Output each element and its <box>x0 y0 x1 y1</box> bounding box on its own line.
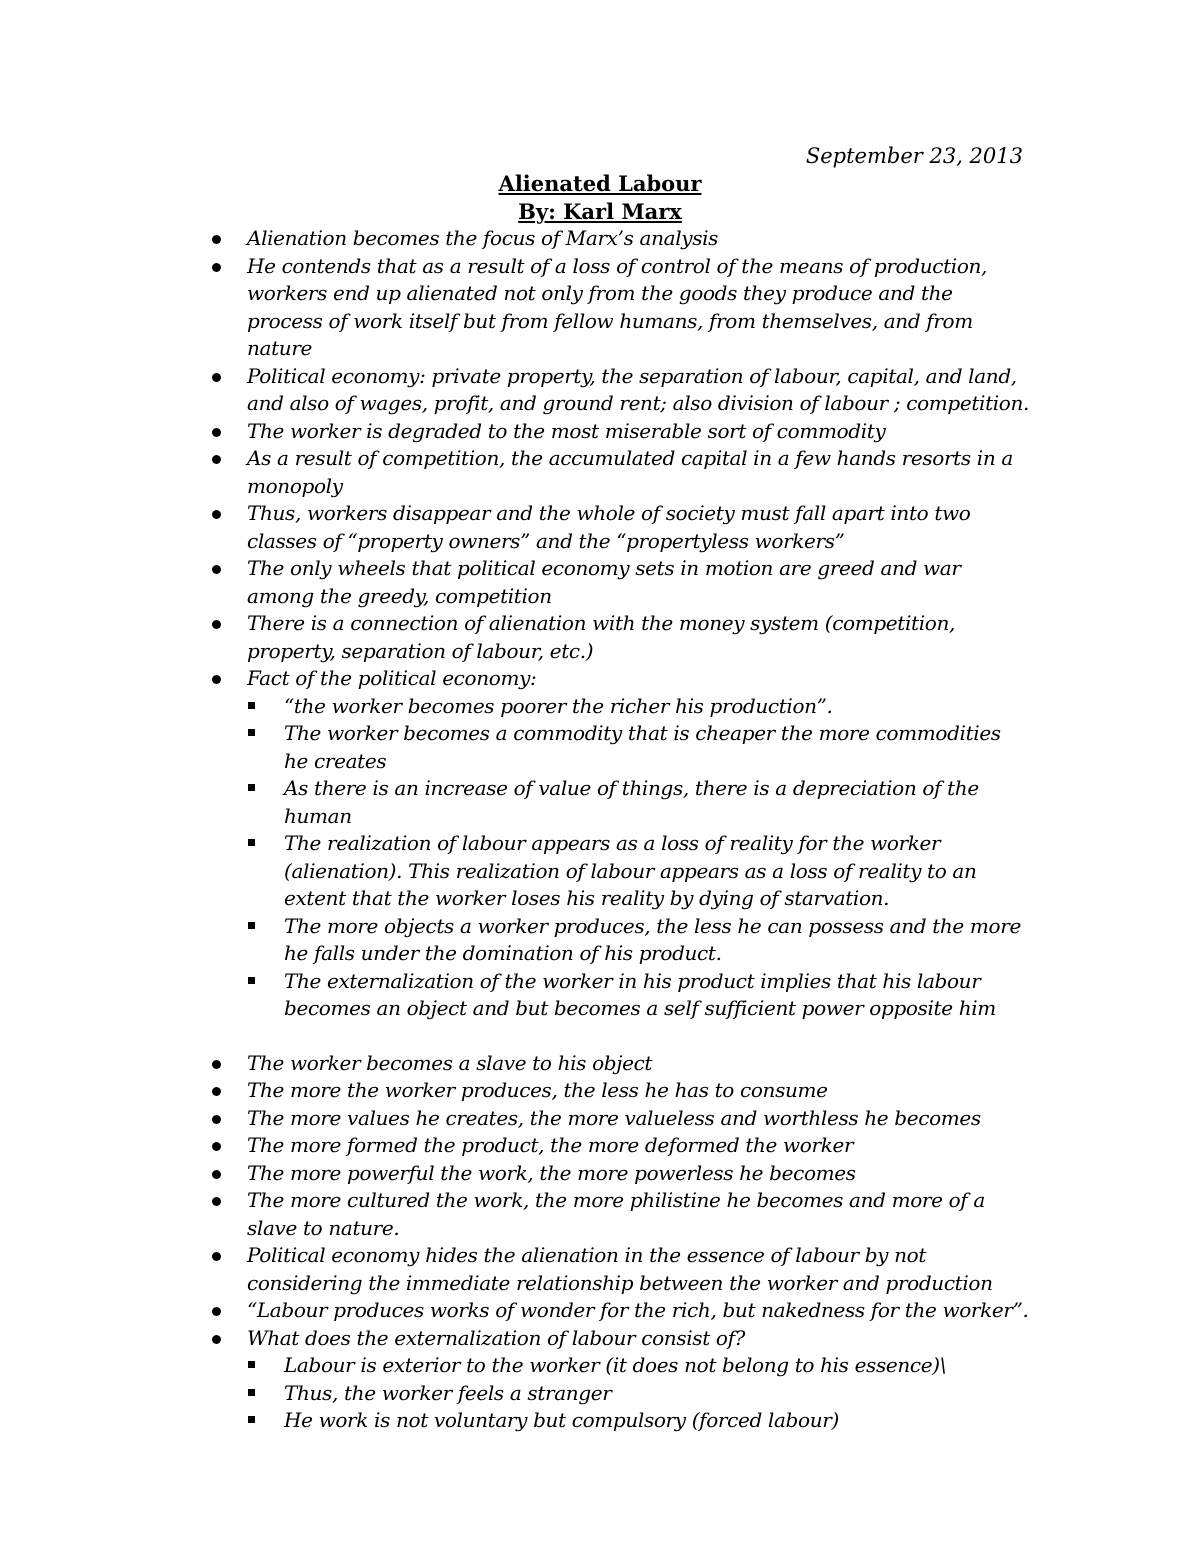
list-item: The more powerful the work, the more powerless he becomes <box>0 1160 1200 1188</box>
list-item: The more the worker produces, the less he has to consume <box>0 1077 1200 1105</box>
notes-body <box>0 225 1200 1435</box>
sub-list-item: The externalization of the worker in his product implies that his labour becomes an object and but becomes a self sufficient power opposite him <box>0 968 1200 1023</box>
document-date: September 23, 2013 <box>805 144 1023 168</box>
list-item: “Labour produces works of wonder for the rich, but nakedness for the worker”. <box>0 1297 1200 1325</box>
bullet-list-second <box>0 1050 1200 1353</box>
list-item: The more values he creates, the more valueless and worthless he becomes <box>0 1105 1200 1133</box>
list-item: The worker becomes a slave to his object <box>0 1050 1200 1078</box>
list-item: The worker is degraded to the most miserable sort of commodity <box>0 418 1200 446</box>
list-item: Fact of the political economy: <box>0 665 1200 693</box>
sub-list-item: Thus, the worker feels a stranger <box>0 1380 1200 1408</box>
list-item: Alienation becomes the focus of Marx’s analysis <box>0 225 1200 253</box>
sub-list-item: “the worker becomes poorer the richer his production”. <box>0 693 1200 721</box>
sub-list-externalization <box>0 1352 1200 1435</box>
list-item: The more formed the product, the more deformed the worker <box>0 1132 1200 1160</box>
sub-list-item: As there is an increase of value of things, there is a depreciation of the human <box>0 775 1200 830</box>
list-item: Thus, workers disappear and the whole of society must fall apart into two classes of “property owners” and the “propertyless workers” <box>0 500 1200 555</box>
sub-list-item: He work is not voluntary but compulsory (forced labour) <box>0 1407 1200 1435</box>
document-title: Alienated Labour <box>498 171 702 196</box>
list-item: What does the externalization of labour consist of? <box>0 1325 1200 1353</box>
sub-list-item: The worker becomes a commodity that is cheaper the more commodities he creates <box>0 720 1200 775</box>
bullet-list-main <box>0 225 1200 693</box>
list-item: As a result of competition, the accumulated capital in a few hands resorts in a monopoly <box>0 445 1200 500</box>
list-item: He contends that as a result of a loss of control of the means of production, workers end up alienated not only from the goods they produce and the process of work itself but from fellow humans, from themselves, and from nature <box>0 253 1200 363</box>
list-item: The only wheels that political economy sets in motion are greed and war among the greedy, competition <box>0 555 1200 610</box>
sub-list-item: The more objects a worker produces, the less he can possess and the more he falls under the domination of his product. <box>0 913 1200 968</box>
paragraph-gap <box>0 1023 1200 1050</box>
sub-list-item: The realization of labour appears as a loss of reality for the worker (alienation). This realization of labour appears as a loss of reality to an extent that the worker loses his reality by dying of starvation. <box>0 830 1200 913</box>
list-item: Political economy hides the alienation in the essence of labour by not considering the immediate relationship between the worker and production <box>0 1242 1200 1297</box>
list-item: Political economy: private property, the separation of labour, capital, and land, and also of wages, profit, and ground rent; also division of labour ; competition. <box>0 363 1200 418</box>
list-item: The more cultured the work, the more philistine he becomes and more of a slave to nature. <box>0 1187 1200 1242</box>
sub-list-item: Labour is exterior to the worker (it does not belong to his essence)\ <box>0 1352 1200 1380</box>
document-author: By: Karl Marx <box>518 199 682 224</box>
list-item: There is a connection of alienation with the money system (competition, property, separation of labour, etc.) <box>0 610 1200 665</box>
sub-list-political-economy-facts <box>0 693 1200 1023</box>
